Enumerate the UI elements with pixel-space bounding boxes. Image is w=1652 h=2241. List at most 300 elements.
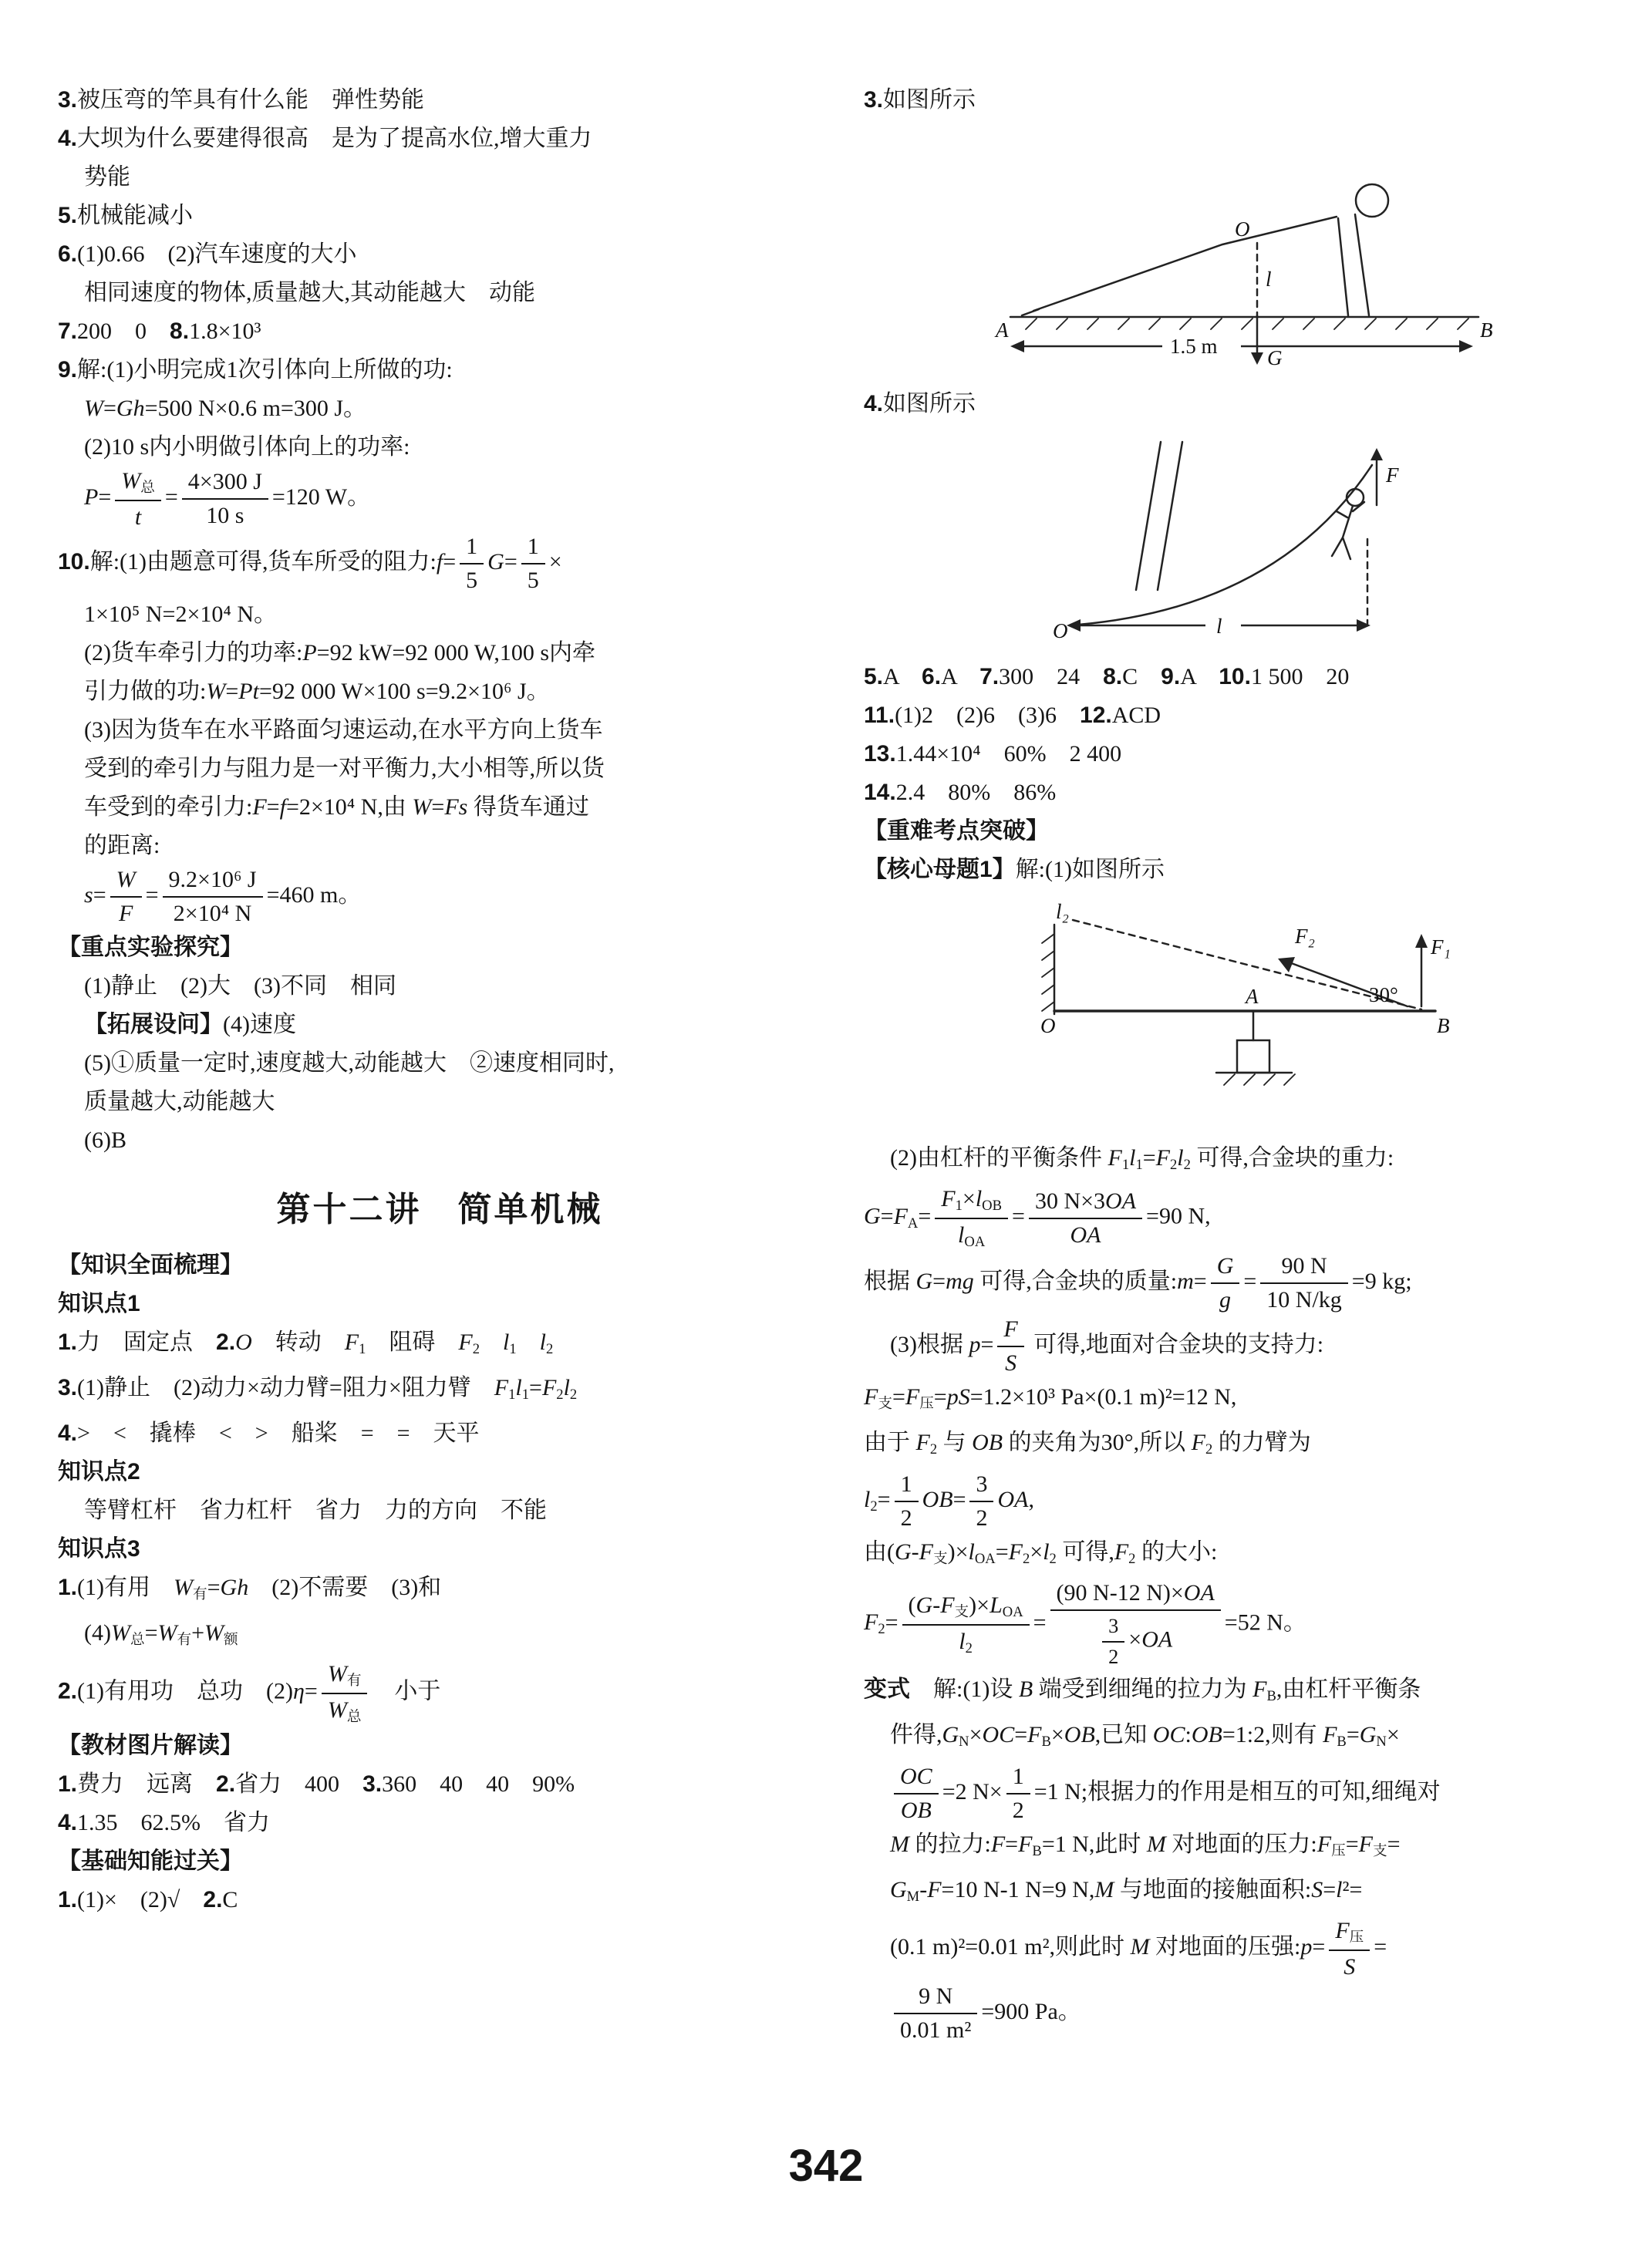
- text-line: [864, 1315, 1627, 1378]
- text-line: [58, 634, 821, 672]
- right-column: [864, 81, 1627, 2045]
- bold-segment: 【教材图片解读】: [58, 1733, 243, 1759]
- text-line: [58, 1881, 821, 1919]
- text-segment: 9 N: [919, 1983, 953, 2009]
- force-f-label: F: [1386, 463, 1399, 487]
- subscripted-variable: $F_支$: [864, 1384, 892, 1413]
- bold-segment: 2.: [203, 1887, 223, 1913]
- text-line: [864, 385, 1627, 423]
- text-segment: =: [431, 794, 445, 820]
- subscripted-variable: $W_有$: [327, 1661, 362, 1690]
- variable-segment: mg: [946, 1269, 974, 1295]
- fraction: [894, 1762, 939, 1825]
- fraction: [894, 1982, 977, 2045]
- text-line: [58, 1083, 821, 1121]
- variable-segment: Gh: [220, 1574, 249, 1600]
- subscripted-variable: $F_A$: [893, 1203, 919, 1232]
- bold-segment: 7.: [979, 664, 1000, 689]
- variable-segment: η: [293, 1678, 305, 1704]
- text-line: [58, 750, 821, 788]
- variable-segment: G: [487, 548, 504, 575]
- pole-curve: [1070, 465, 1372, 625]
- text-segment: 2.4 80% 86%: [895, 780, 1057, 805]
- text-segment: 端受到细绳的拉力为: [1033, 1677, 1253, 1703]
- text-segment: 2: [976, 1505, 988, 1531]
- text-segment: 1 500 20: [1250, 664, 1350, 689]
- bold-segment: 6.: [922, 664, 942, 689]
- text-segment: =: [93, 881, 106, 908]
- text-segment: =: [1312, 1934, 1326, 1960]
- subscripted-variable: $l_{OA}$: [968, 1538, 996, 1567]
- text-segment: -: [919, 1876, 928, 1902]
- text-segment: 5: [466, 567, 478, 593]
- bold-segment: 3.: [362, 1771, 383, 1798]
- f2-label: F₂: [1295, 925, 1315, 948]
- text-segment: =: [880, 1203, 894, 1229]
- variable-segment: OC: [1152, 1722, 1185, 1748]
- text-segment: 如图所示: [883, 87, 976, 113]
- label-backing: [1205, 612, 1241, 638]
- variable-segment: P: [84, 484, 99, 511]
- text-segment: =: [885, 1609, 898, 1636]
- subscripted-variable: $W_有$: [174, 1574, 207, 1603]
- variable-segment: pS: [946, 1384, 970, 1410]
- subscripted-variable: $l_{OB}$: [975, 1186, 1003, 1215]
- subscripted-variable: $l_2$: [864, 1486, 878, 1515]
- text-segment: =: [529, 1374, 542, 1400]
- text-segment: 对地面的压力:: [1165, 1831, 1317, 1857]
- answers-block-mechanical-energy: [58, 81, 821, 1160]
- bold-segment: 5.: [58, 203, 78, 228]
- text-line: [58, 1044, 821, 1083]
- bold-segment: 6.: [58, 241, 78, 267]
- variable-segment: s: [84, 881, 93, 908]
- text-segment: 2: [1012, 1797, 1024, 1823]
- text-segment: =460 m。: [266, 881, 362, 908]
- text-segment: 费力 远离: [77, 1771, 217, 1798]
- variable-segment: l: [1336, 1876, 1343, 1902]
- text-segment: ×: [969, 1722, 983, 1748]
- text-segment: 1.44×10⁴ 60% 2 400: [895, 741, 1122, 767]
- text-segment: =: [980, 1332, 994, 1358]
- text-segment: =: [1346, 1722, 1360, 1748]
- f1-arrowhead: [1415, 934, 1428, 948]
- text-line: [864, 1762, 1627, 1825]
- subscripted-variable: $G_N$: [1359, 1722, 1387, 1751]
- text-segment: ×: [1128, 1626, 1142, 1653]
- text-segment: 解:(1)由题意可得,货车所受的阻力:: [89, 548, 437, 575]
- variable-segment: W: [84, 396, 103, 421]
- text-line: [864, 1252, 1627, 1315]
- text-segment: 4×300 J: [187, 469, 262, 495]
- variable-segment: S: [1005, 1350, 1017, 1377]
- text-segment: 可得,: [1056, 1538, 1114, 1565]
- text-segment: =: [1012, 1203, 1025, 1229]
- text-line: [58, 197, 821, 235]
- text-segment: 对地面的压强:: [1149, 1934, 1301, 1960]
- subscripted-variable: $G_M$: [890, 1876, 920, 1906]
- text-line: [58, 428, 821, 467]
- text-line: [58, 274, 821, 312]
- text-segment: =: [933, 1384, 947, 1410]
- text-segment: =: [1323, 1876, 1337, 1902]
- text-segment: 车受到的牵引力:: [84, 794, 253, 820]
- text-line: [58, 967, 821, 1006]
- text-line: [58, 1006, 821, 1044]
- text-segment: )×: [947, 1538, 969, 1565]
- subscripted-variable: $F_2$: [1008, 1538, 1030, 1567]
- variable-segment: OC: [982, 1722, 1015, 1748]
- text-segment: 解:(1)小明完成1次引体向上所做的功:: [77, 357, 453, 382]
- text-segment: 的距离:: [84, 832, 160, 858]
- text-segment: =: [932, 1269, 946, 1295]
- arm-arrowhead-right: [1357, 619, 1370, 632]
- text-segment: =1:2,则有: [1222, 1722, 1323, 1748]
- text-segment: 360 40 40 90%: [382, 1771, 575, 1798]
- fraction: [969, 1470, 993, 1533]
- text-segment: C: [1122, 664, 1161, 689]
- text-segment: -: [911, 1538, 919, 1565]
- text-segment: 解:(1)如图所示: [1015, 857, 1165, 882]
- text-segment: 由(: [864, 1538, 895, 1565]
- text-segment: =52 N。: [1224, 1609, 1306, 1636]
- subscripted-variable: $l_2$: [539, 1329, 554, 1357]
- subscripted-variable: $F_B$: [1323, 1722, 1347, 1751]
- text-segment: (1)有用功 总功 (2): [77, 1678, 293, 1704]
- variable-segment: W: [116, 866, 136, 892]
- bold-segment: 3.: [864, 87, 884, 113]
- text-line: [864, 1424, 1627, 1469]
- angle-label: 30°: [1369, 983, 1398, 1006]
- bold-segment: 12.: [1080, 703, 1112, 728]
- text-line: [864, 1825, 1627, 1871]
- text-segment: 由于: [864, 1430, 916, 1456]
- bold-segment: 4.: [864, 391, 884, 416]
- text-segment: (2)由杠杆的平衡条件: [890, 1145, 1108, 1171]
- text-segment: 省力 400: [235, 1771, 363, 1798]
- subscripted-variable: $W_总$: [327, 1697, 362, 1726]
- subscripted-variable: $l_1$: [1129, 1145, 1143, 1174]
- f2-arrowhead: [1278, 957, 1295, 972]
- f1-label: F₁: [1431, 935, 1451, 959]
- variable-segment: OB: [922, 1486, 953, 1512]
- text-segment: =: [892, 1384, 905, 1410]
- text-segment: (1)× (2)√: [77, 1887, 204, 1913]
- variable-segment: W: [412, 794, 432, 820]
- text-segment: (90 N-12 N)×: [1056, 1579, 1184, 1606]
- text-line: [864, 773, 1627, 812]
- variable-segment: Gh: [116, 396, 145, 421]
- fraction: [997, 1315, 1023, 1378]
- text-line: [58, 235, 821, 274]
- subscripted-variable: $F_2$: [1191, 1430, 1213, 1458]
- text-segment: 与地面的接触面积:: [1114, 1876, 1312, 1902]
- subscripted-variable: $F_支$: [940, 1592, 969, 1621]
- text-line: [58, 827, 821, 865]
- text-segment: 根据: [864, 1269, 916, 1295]
- subscripted-variable: $F_2$: [864, 1609, 885, 1638]
- variable-segment: G: [915, 1592, 933, 1619]
- wall-hatch: [1042, 925, 1054, 1014]
- text-line: [58, 1453, 821, 1491]
- span-arrowhead-left: [1010, 340, 1024, 352]
- text-segment: 3: [1108, 1613, 1119, 1637]
- variable-segment: OB: [1064, 1722, 1095, 1748]
- text-segment: ,由杠杆平衡条: [1276, 1677, 1421, 1703]
- text-segment: =: [1014, 1722, 1028, 1748]
- text-segment: 的力臂为: [1212, 1430, 1311, 1456]
- text-segment: 可得,合金块的质量:: [973, 1269, 1178, 1295]
- point-o-label: O: [1040, 1014, 1056, 1037]
- variable-segment: g: [1219, 1287, 1232, 1313]
- text-segment: > < 撬棒 < > 船桨 = = 天平: [77, 1420, 480, 1446]
- fraction: [1329, 1916, 1370, 1982]
- text-segment: (3)因为货车在水平路面匀速运动,在水平方向上货车: [84, 716, 603, 743]
- fraction: [1006, 1762, 1030, 1825]
- pushup-diagram: [991, 127, 1500, 374]
- text-line: [864, 1139, 1627, 1185]
- text-segment: 力 固定点: [77, 1329, 217, 1355]
- text-segment: 的拉力:: [909, 1831, 991, 1857]
- text-segment: 1: [1012, 1763, 1024, 1789]
- text-segment: 如图所示: [883, 391, 976, 416]
- text-line: [864, 1185, 1627, 1252]
- text-line: [58, 1530, 821, 1569]
- text-line: [864, 1916, 1627, 1982]
- left-column: [58, 81, 821, 2045]
- text-segment: =9 kg;: [1351, 1269, 1412, 1295]
- lecture-heading: 第十二讲 简单机械: [276, 1190, 603, 1228]
- text-line: [58, 120, 821, 158]
- text-segment: 可得,地面对合金块的支持力:: [1027, 1332, 1324, 1358]
- text-segment: ACD: [1111, 703, 1161, 728]
- lever-diagram: [1022, 897, 1469, 1128]
- text-line: [58, 467, 821, 532]
- bold-segment: 10.: [1219, 664, 1251, 689]
- text-segment: =: [1033, 1609, 1047, 1636]
- text-line: [58, 1246, 821, 1285]
- text-segment: =: [207, 1574, 221, 1600]
- text-segment: 10 s: [206, 503, 244, 529]
- text-segment: =: [1374, 1934, 1387, 1960]
- point-o-label: O: [1053, 619, 1068, 642]
- text-line: [58, 1491, 821, 1530]
- subscripted-variable: $l_1$: [515, 1374, 530, 1403]
- bold-segment: 9.: [1161, 664, 1181, 689]
- text-line: [58, 1842, 821, 1881]
- text-segment: 1.8×10³: [189, 318, 261, 344]
- variable-segment: M: [1130, 1934, 1150, 1960]
- variable-segment: O: [235, 1329, 252, 1355]
- text-line: [58, 711, 821, 750]
- text-line: [58, 672, 821, 711]
- bold-segment: 知识点3: [58, 1535, 140, 1562]
- text-segment: =: [164, 484, 178, 511]
- subscripted-variable: $W_额$: [204, 1620, 238, 1649]
- text-line: [58, 788, 821, 827]
- subscripted-variable: $F_1$: [494, 1374, 516, 1403]
- text-line: [58, 1369, 821, 1414]
- bold-segment: 1.: [58, 1329, 78, 1355]
- solution-block-variant: [864, 1670, 1627, 2044]
- bar-lines: [1136, 442, 1182, 590]
- text-segment: A: [1180, 664, 1219, 689]
- text-segment: (1)0.66 (2)汽车速度的大小: [77, 241, 357, 267]
- text-segment: =1 N,此时: [1041, 1831, 1147, 1857]
- text-line: [864, 1378, 1627, 1424]
- subscripted-variable: $F_2$: [1155, 1145, 1178, 1174]
- text-line: [864, 658, 1627, 696]
- span-arrowhead-right: [1459, 340, 1473, 352]
- variable-segment: m: [1177, 1269, 1194, 1295]
- text-segment: 引力做的功:: [84, 678, 207, 704]
- subscripted-variable: $F_B$: [1252, 1677, 1276, 1705]
- subscripted-variable: $l_{OA}$: [958, 1222, 986, 1250]
- subscripted-variable: $F_1$: [941, 1186, 963, 1215]
- variable-segment: f: [436, 548, 443, 575]
- text-segment: =120 W。: [271, 484, 371, 511]
- text-segment: (1)有用: [77, 1574, 174, 1600]
- text-segment: (4): [84, 1620, 111, 1646]
- text-segment: 2×10⁴ N: [173, 900, 252, 926]
- subscripted-variable: $F_2$: [541, 1374, 564, 1403]
- bold-segment: 4.: [58, 1810, 78, 1836]
- text-segment: =: [1005, 1831, 1019, 1857]
- text-segment: =: [504, 548, 518, 575]
- bold-segment: 【核心母题1】: [864, 857, 1016, 882]
- text-segment: =92 000 W×100 s=9.2×10⁶ J。: [258, 678, 550, 704]
- fraction: [182, 467, 268, 531]
- text-segment: 0.01 m²: [900, 2017, 972, 2043]
- variable-segment: OA: [1070, 1222, 1101, 1248]
- subscripted-variable: $F_支$: [919, 1538, 948, 1567]
- text-line: [58, 532, 821, 595]
- text-segment: 可得,合金块的重力:: [1190, 1145, 1394, 1171]
- text-segment: (2)不需要 (3)和: [248, 1574, 442, 1600]
- text-segment: =: [145, 881, 159, 908]
- text-segment: 1: [900, 1471, 912, 1497]
- subscripted-variable: $L_{OA}$: [990, 1592, 1023, 1621]
- text-segment: =: [98, 484, 112, 511]
- variable-segment: Pt: [238, 678, 259, 704]
- bold-segment: 9.: [58, 357, 78, 382]
- text-segment: (6)B: [84, 1127, 126, 1153]
- fraction: [902, 1591, 1030, 1658]
- l2-label: l₂: [1056, 900, 1069, 923]
- text-segment: =: [1243, 1269, 1257, 1295]
- text-segment: A: [941, 664, 980, 689]
- text-segment: =: [225, 678, 239, 704]
- text-segment: 9.2×10⁶ J: [168, 866, 257, 892]
- text-segment: =: [952, 1486, 966, 1512]
- text-segment: =: [1193, 1269, 1207, 1295]
- variable-segment: OC: [900, 1763, 932, 1789]
- text-segment: 与: [937, 1430, 973, 1456]
- variable-segment: p: [969, 1332, 981, 1358]
- bold-segment: 2.: [58, 1678, 78, 1704]
- height-l-label: l: [1266, 268, 1272, 291]
- bold-segment: 7.: [58, 318, 78, 344]
- text-segment: 2: [900, 1505, 912, 1531]
- text-line: [864, 1579, 1627, 1670]
- text-segment: =: [877, 1486, 891, 1512]
- text-line: [864, 696, 1627, 735]
- bold-segment: 知识点1: [58, 1290, 140, 1316]
- bold-segment: 【重点实验探究】: [58, 934, 243, 960]
- text-segment: =: [443, 548, 457, 575]
- text-segment: [480, 1329, 503, 1355]
- text-segment: =: [103, 396, 116, 421]
- bold-segment: 5.: [864, 664, 884, 689]
- bold-segment: 10.: [58, 548, 90, 575]
- bold-segment: 1.: [58, 1574, 78, 1600]
- text-segment: 相同速度的物体,质量越大,其动能越大 动能: [84, 280, 535, 305]
- text-segment: 大坝为什么要建得很高 是为了提高水位,增大重力: [77, 126, 592, 151]
- knowledge-block-simple-machines: [58, 1246, 821, 1920]
- text-segment: 得货车通过: [467, 794, 589, 820]
- variable-segment: G: [895, 1538, 912, 1565]
- variable-segment: t: [134, 504, 142, 530]
- point-o-label: O: [1235, 217, 1250, 241]
- text-line: [58, 1121, 821, 1160]
- text-line: [58, 389, 821, 428]
- bold-segment: 变式: [864, 1677, 910, 1703]
- text-segment: A: [883, 664, 922, 689]
- text-segment: =: [304, 1678, 318, 1704]
- text-segment: (1)2 (2)6 (3)6: [895, 703, 1081, 728]
- text-segment: 300 24: [999, 664, 1104, 689]
- figure4-caption-block: [864, 385, 1627, 423]
- text-segment: 30 N×3: [1034, 1188, 1106, 1214]
- text-segment: 势能: [84, 164, 130, 190]
- bold-segment: 3.: [58, 87, 78, 113]
- text-segment: :: [1185, 1722, 1192, 1748]
- bold-segment: 【拓展设问】: [84, 1011, 223, 1037]
- text-segment: 被压弯的竿具有什么能 弹性势能: [77, 87, 425, 113]
- text-segment: 的大小:: [1135, 1538, 1218, 1565]
- point-b-label: B: [1480, 318, 1493, 342]
- text-line: [58, 928, 821, 967]
- force-f-arrowhead: [1370, 448, 1383, 460]
- subscripted-variable: $F_压$: [1317, 1831, 1346, 1859]
- text-line: [864, 1716, 1627, 1761]
- variable-segment: p: [1300, 1934, 1313, 1960]
- text-line: [58, 81, 821, 120]
- bold-segment: 知识点2: [58, 1458, 140, 1484]
- variable-segment: F: [927, 1876, 942, 1902]
- text-segment: =10 N-1 N=9 N,: [941, 1876, 1095, 1902]
- gravity-label: G: [1267, 346, 1283, 369]
- text-segment: 解:(1)设: [910, 1677, 1019, 1703]
- subscripted-variable: $F_支$: [1358, 1831, 1387, 1859]
- variable-segment: F: [990, 1831, 1006, 1857]
- fraction: [1211, 1252, 1240, 1315]
- text-segment: ×: [548, 548, 562, 575]
- text-line: [864, 812, 1627, 851]
- text-segment: ,: [1028, 1486, 1034, 1512]
- fraction: [460, 532, 484, 595]
- text-segment: 1×10⁵ N=2×10⁴ N。: [84, 601, 278, 627]
- bold-segment: 11.: [864, 703, 895, 728]
- subscripted-variable: $F_1$: [344, 1329, 366, 1357]
- fraction: [521, 532, 545, 595]
- text-segment: (2)货车牵引力的功率:: [84, 639, 303, 666]
- text-segment: 阻碍: [366, 1329, 459, 1355]
- fraction: [1029, 1187, 1142, 1250]
- text-segment: =2×10⁴ N,由: [285, 794, 413, 820]
- fraction: [1050, 1579, 1221, 1670]
- bold-segment: 13.: [864, 741, 896, 767]
